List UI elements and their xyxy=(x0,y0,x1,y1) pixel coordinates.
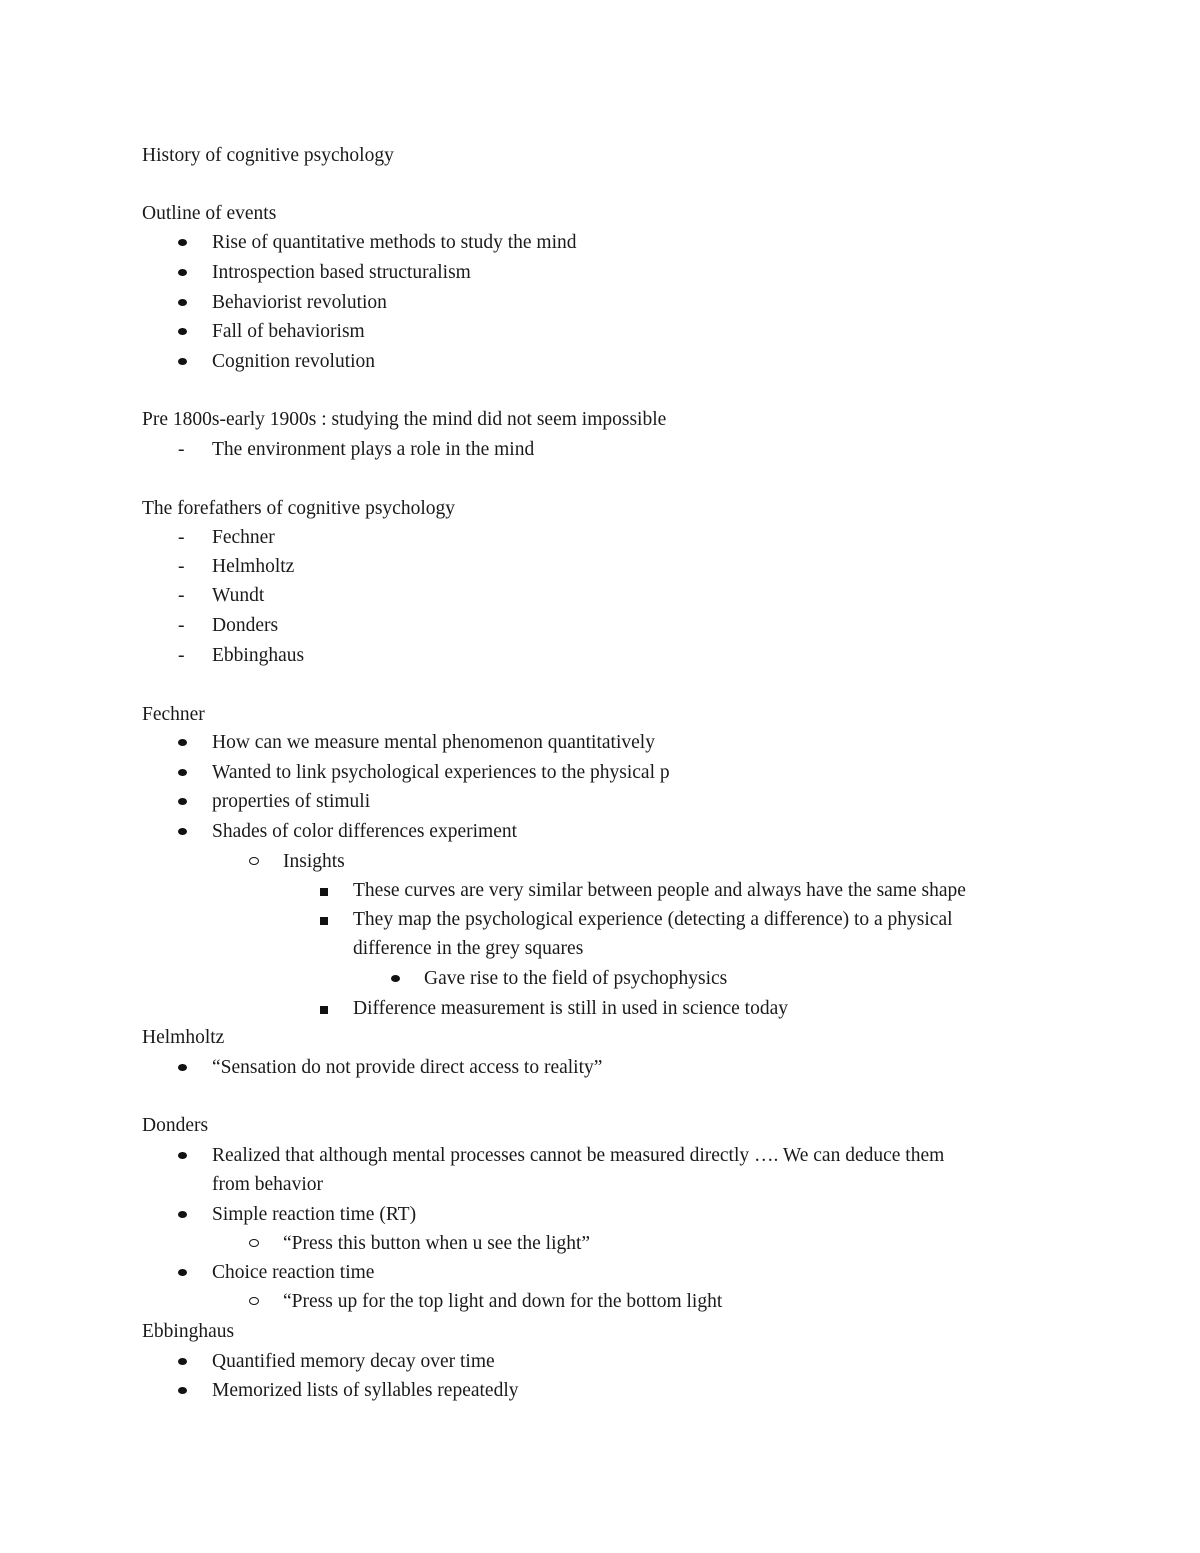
outline-heading: Outline of events xyxy=(142,203,277,224)
helmholtz-heading: Helmholtz xyxy=(142,1027,225,1048)
bullet-icon xyxy=(178,728,198,758)
dash-icon: - xyxy=(178,527,185,548)
document-title: History of cognitive psychology xyxy=(142,145,394,166)
forefather-item: Fechner xyxy=(212,527,275,548)
forefather-item: Ebbinghaus xyxy=(212,645,305,666)
forefathers-heading: The forefathers of cognitive psychology xyxy=(142,498,455,519)
outline-item: Fall of behaviorism xyxy=(212,321,365,342)
dash-icon: - xyxy=(178,556,185,577)
donders-item-continued: from behavior xyxy=(212,1174,324,1195)
bullet-icon xyxy=(178,1258,198,1288)
donders-sub-item: “Press this button when u see the light” xyxy=(283,1233,591,1254)
circle-bullet-icon xyxy=(249,1287,269,1317)
forefather-item: Wundt xyxy=(212,585,265,606)
bullet-icon xyxy=(178,1053,198,1083)
donders-sub-item: “Press up for the top light and down for the bottom light xyxy=(283,1291,723,1312)
bullet-icon xyxy=(391,964,411,994)
fechner-heading: Fechner xyxy=(142,704,205,725)
fechner-insight: They map the psychological experience (detecting a difference) to a physical xyxy=(353,909,953,930)
fechner-insight: Difference measurement is still in used in science today xyxy=(353,998,788,1019)
helmholtz-item: “Sensation do not provide direct access to reality” xyxy=(212,1057,603,1078)
ebbinghaus-heading: Ebbinghaus xyxy=(142,1321,235,1342)
bullet-icon xyxy=(178,787,198,817)
bullet-icon xyxy=(178,1376,198,1406)
bullet-icon xyxy=(178,1141,198,1171)
bullet-icon xyxy=(178,288,198,318)
fechner-insight-continued: difference in the grey squares xyxy=(353,938,584,959)
forefather-item: Helmholtz xyxy=(212,556,295,577)
fechner-item: Wanted to link psychological experiences to the physical p xyxy=(212,762,670,783)
fechner-insight-sub: Gave rise to the field of psychophysics xyxy=(424,968,728,989)
outline-item: Rise of quantitative methods to study the mind xyxy=(212,232,577,253)
pre1800-heading: Pre 1800s-early 1900s : studying the mind did not seem impossible xyxy=(142,409,667,430)
bullet-icon xyxy=(178,347,198,377)
outline-item: Cognition revolution xyxy=(212,351,376,372)
outline-item: Introspection based structuralism xyxy=(212,262,471,283)
bullet-icon xyxy=(178,1200,198,1230)
donders-item: Choice reaction time xyxy=(212,1262,375,1283)
outline-item: Behaviorist revolution xyxy=(212,292,387,313)
fechner-insights-label: Insights xyxy=(283,851,345,872)
bullet-icon xyxy=(178,817,198,847)
fechner-item: Shades of color differences experiment xyxy=(212,821,518,842)
fechner-insight: These curves are very similar between people and always have the same shape xyxy=(353,880,966,901)
bullet-icon xyxy=(178,258,198,288)
donders-item: Simple reaction time (RT) xyxy=(212,1204,417,1225)
dash-icon: - xyxy=(178,439,185,460)
bullet-icon xyxy=(178,228,198,258)
donders-item: Realized that although mental processes cannot be measured directly …. We can deduce them xyxy=(212,1145,945,1166)
bullet-icon xyxy=(178,1347,198,1377)
circle-bullet-icon xyxy=(249,847,269,877)
square-bullet-icon xyxy=(320,905,340,935)
bullet-icon xyxy=(178,758,198,788)
fechner-item: properties of stimuli xyxy=(212,791,371,812)
fechner-item: How can we measure mental phenomenon quantitatively xyxy=(212,732,655,753)
pre1800-item: The environment plays a role in the mind xyxy=(212,439,535,460)
circle-bullet-icon xyxy=(249,1229,269,1259)
dash-icon: - xyxy=(178,615,185,636)
donders-heading: Donders xyxy=(142,1115,209,1136)
ebbinghaus-item: Memorized lists of syllables repeatedly xyxy=(212,1380,519,1401)
bullet-icon xyxy=(178,317,198,347)
dash-icon: - xyxy=(178,585,185,606)
ebbinghaus-item: Quantified memory decay over time xyxy=(212,1351,495,1372)
forefather-item: Donders xyxy=(212,615,279,636)
square-bullet-icon xyxy=(320,876,340,906)
square-bullet-icon xyxy=(320,994,340,1024)
dash-icon: - xyxy=(178,645,185,666)
